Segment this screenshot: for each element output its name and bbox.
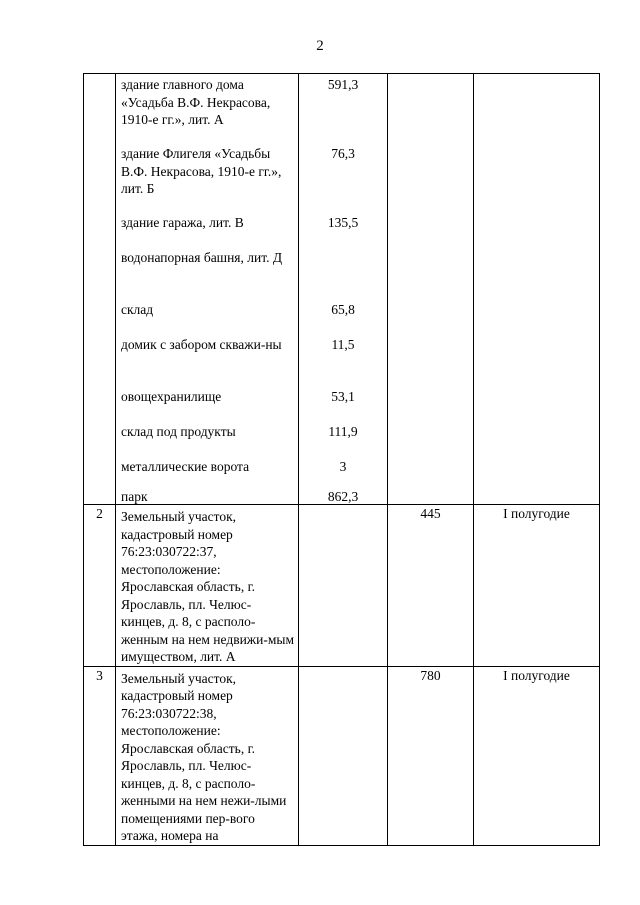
value-cell — [388, 74, 474, 505]
item-name: парк — [121, 489, 148, 504]
item-area: 3 — [339, 459, 347, 474]
item-area: 135,5 — [327, 215, 359, 230]
value-cell: 780 — [388, 666, 474, 845]
row-number-cell: 2 — [84, 505, 116, 667]
item-area: 65,8 — [331, 302, 355, 317]
item-area: 591,3 — [327, 77, 359, 92]
area-cell — [299, 488, 388, 667]
item-name: домик с забором скважи-ны — [121, 337, 282, 352]
table-row — [84, 74, 600, 505]
description-cell — [116, 74, 299, 505]
item-area: 111,9 — [328, 424, 358, 439]
row-description: Земельный участок, кадастровый номер 76:23:030722:38, местоположение: Ярославская область, г. Ярославль, пл. Челюс-кинцев, д. 8, с располо-женными на нем нежи-лыми помещениями пер-вого этажа, номера на — [121, 670, 287, 843]
period-cell — [474, 74, 600, 505]
property-table — [83, 73, 600, 846]
area-cell — [299, 666, 388, 845]
item-name: здание гаража, лит. В — [121, 215, 244, 230]
period-cell: I полугодие — [474, 666, 600, 845]
item-area: 11,5 — [331, 337, 355, 352]
table-row — [84, 505, 600, 667]
item-area: 76,3 — [331, 146, 355, 161]
row-number-cell: 3 — [84, 666, 116, 845]
value-cell: 445 — [388, 505, 474, 667]
item-name: здание главного дома «Усадьба В.Ф. Некрасова, 1910-е гг.», лит. А — [121, 77, 271, 127]
item-name: металлические ворота — [121, 459, 250, 474]
row-description: Земельный участок, кадастровый номер 76:23:030722:37, местоположение: Ярославская область, г. Ярославль, пл. Челюс-кинцев, д. 8, с располо-женным на нем недвижи-мым имуществом, лит. А — [121, 509, 295, 664]
item-name: овощехранилище — [121, 389, 222, 404]
item-name: здание Флигеля «Усадьбы В.Ф. Некрасова, 1910-е гг.», лит. Б — [121, 146, 282, 196]
description-cell — [116, 505, 299, 667]
period-cell: I полугодие — [474, 505, 600, 667]
item-area: 53,1 — [331, 389, 355, 404]
item-name: водонапорная башня, лит. Д — [121, 250, 283, 265]
row-number-cell — [84, 74, 116, 505]
item-name: склад под продукты — [121, 424, 236, 439]
area-cell — [299, 74, 388, 505]
page-number: 2 — [316, 38, 324, 54]
item-name: склад — [121, 302, 154, 317]
row-area: 862,3 — [327, 488, 359, 504]
table-row — [84, 666, 600, 845]
description-cell — [116, 666, 299, 845]
